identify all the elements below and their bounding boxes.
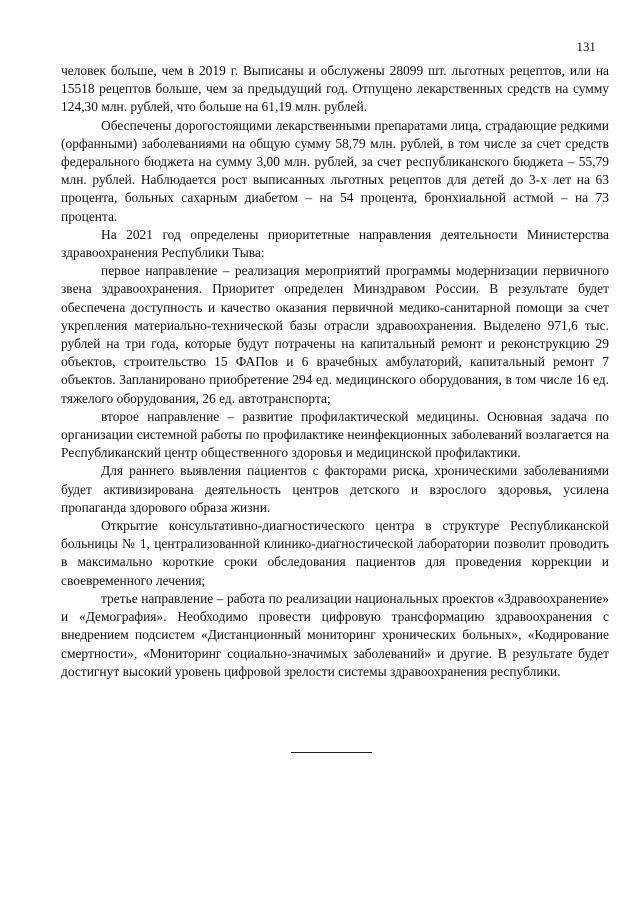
paragraph-early-detection: Для раннего выявления пациентов с факторами риска, хроническими заболеваниями будет активизирована деятельность центров детского и взрослого здоровья, усилена пропаганда здорового образа жизни. <box>61 463 609 515</box>
paragraph-continuation: человек больше, чем в 2019 г. Выписаны и обслужены 28099 шт. льготных рецептов, или на 15518 рецептов больше, чем за предыдущий год. Отпущено лекарственных средств на сумму 124,30 млн. рублей, что больше на 61,19 млн. рублей. <box>61 63 609 115</box>
paragraph-priorities-intro: На 2021 год определены приоритетные направления деятельности Министерства здравоохранения Республики Тыва: <box>61 226 609 261</box>
paragraph-diagnostic-center: Открытие консультативно-диагностического центра в структуре Республиканской больницы № 1, централизованной клинико-диагностической лаборатории позволит проводить в максимально короткие сроки обследования пациентов для проведения коррекции и своевременного лечения; <box>61 518 609 588</box>
paragraph-first-direction: первое направление – реализация мероприятий программы модернизации первичного звена здравоохранения. Приоритет определен Минздравом России. В результате будет обеспечена доступность и качество оказания первичной медико-санитарной помощи за счет укрепления материально-технической базы отрасли здравоохранения. Выделено 971,6 тыс. рублей на три года, которые будут потрачены на капитальный ремонт и реконструкцию 29 объектов, строительство 15 ФАПов и 6 врачебных амбулаторий, капитальный ремонт 7 объектов. Запланировано приобретение 294 ед. медицинского оборудования, в том числе 16 ед. тяжелого оборудования, 26 ед. автотранспорта; <box>61 263 609 406</box>
paragraph-orphan-drugs: Обеспечены дорогостоящими лекарственными препаратами лица, страдающие редкими (орфанными) заболеваниями на общую сумму 58,79 млн. рублей, в том числе за счет средств федерального бюджета на сумму 3,00 млн. рублей, за счет республиканского бюджета – 55,79 млн. рублей. Наблюдается рост выписанных льготных рецептов для детей до 3-х лет на 63 процента, больных сахарным диабетом – на 54 процента, бронхиальной астмой – на 73 процента. <box>61 117 609 224</box>
page-number: 131 <box>576 40 596 54</box>
end-divider-line <box>291 752 372 753</box>
paragraph-second-direction: второе направление – развитие профилактической медицины. Основная задача по организации системной работы по профилактике неинфекционных заболеваний возлагается на Республиканский центр общественного здоровья и медицинской профилактики. <box>61 408 609 461</box>
paragraph-third-direction: третье направление – работа по реализации национальных проектов «Здравоохранение» и «Демография». Необходимо провести цифровую трансформацию здравоохранения с внедрением подсистем «Дистанционный мониторинг хронических больных», «Кодирование смертности», «Мониторинг социально-значимых заболеваний» и другие. В результате будет достигнут высокий уровень цифровой зрелости системы здравоохранения республики. <box>61 590 609 679</box>
body-text <box>61 62 609 681</box>
